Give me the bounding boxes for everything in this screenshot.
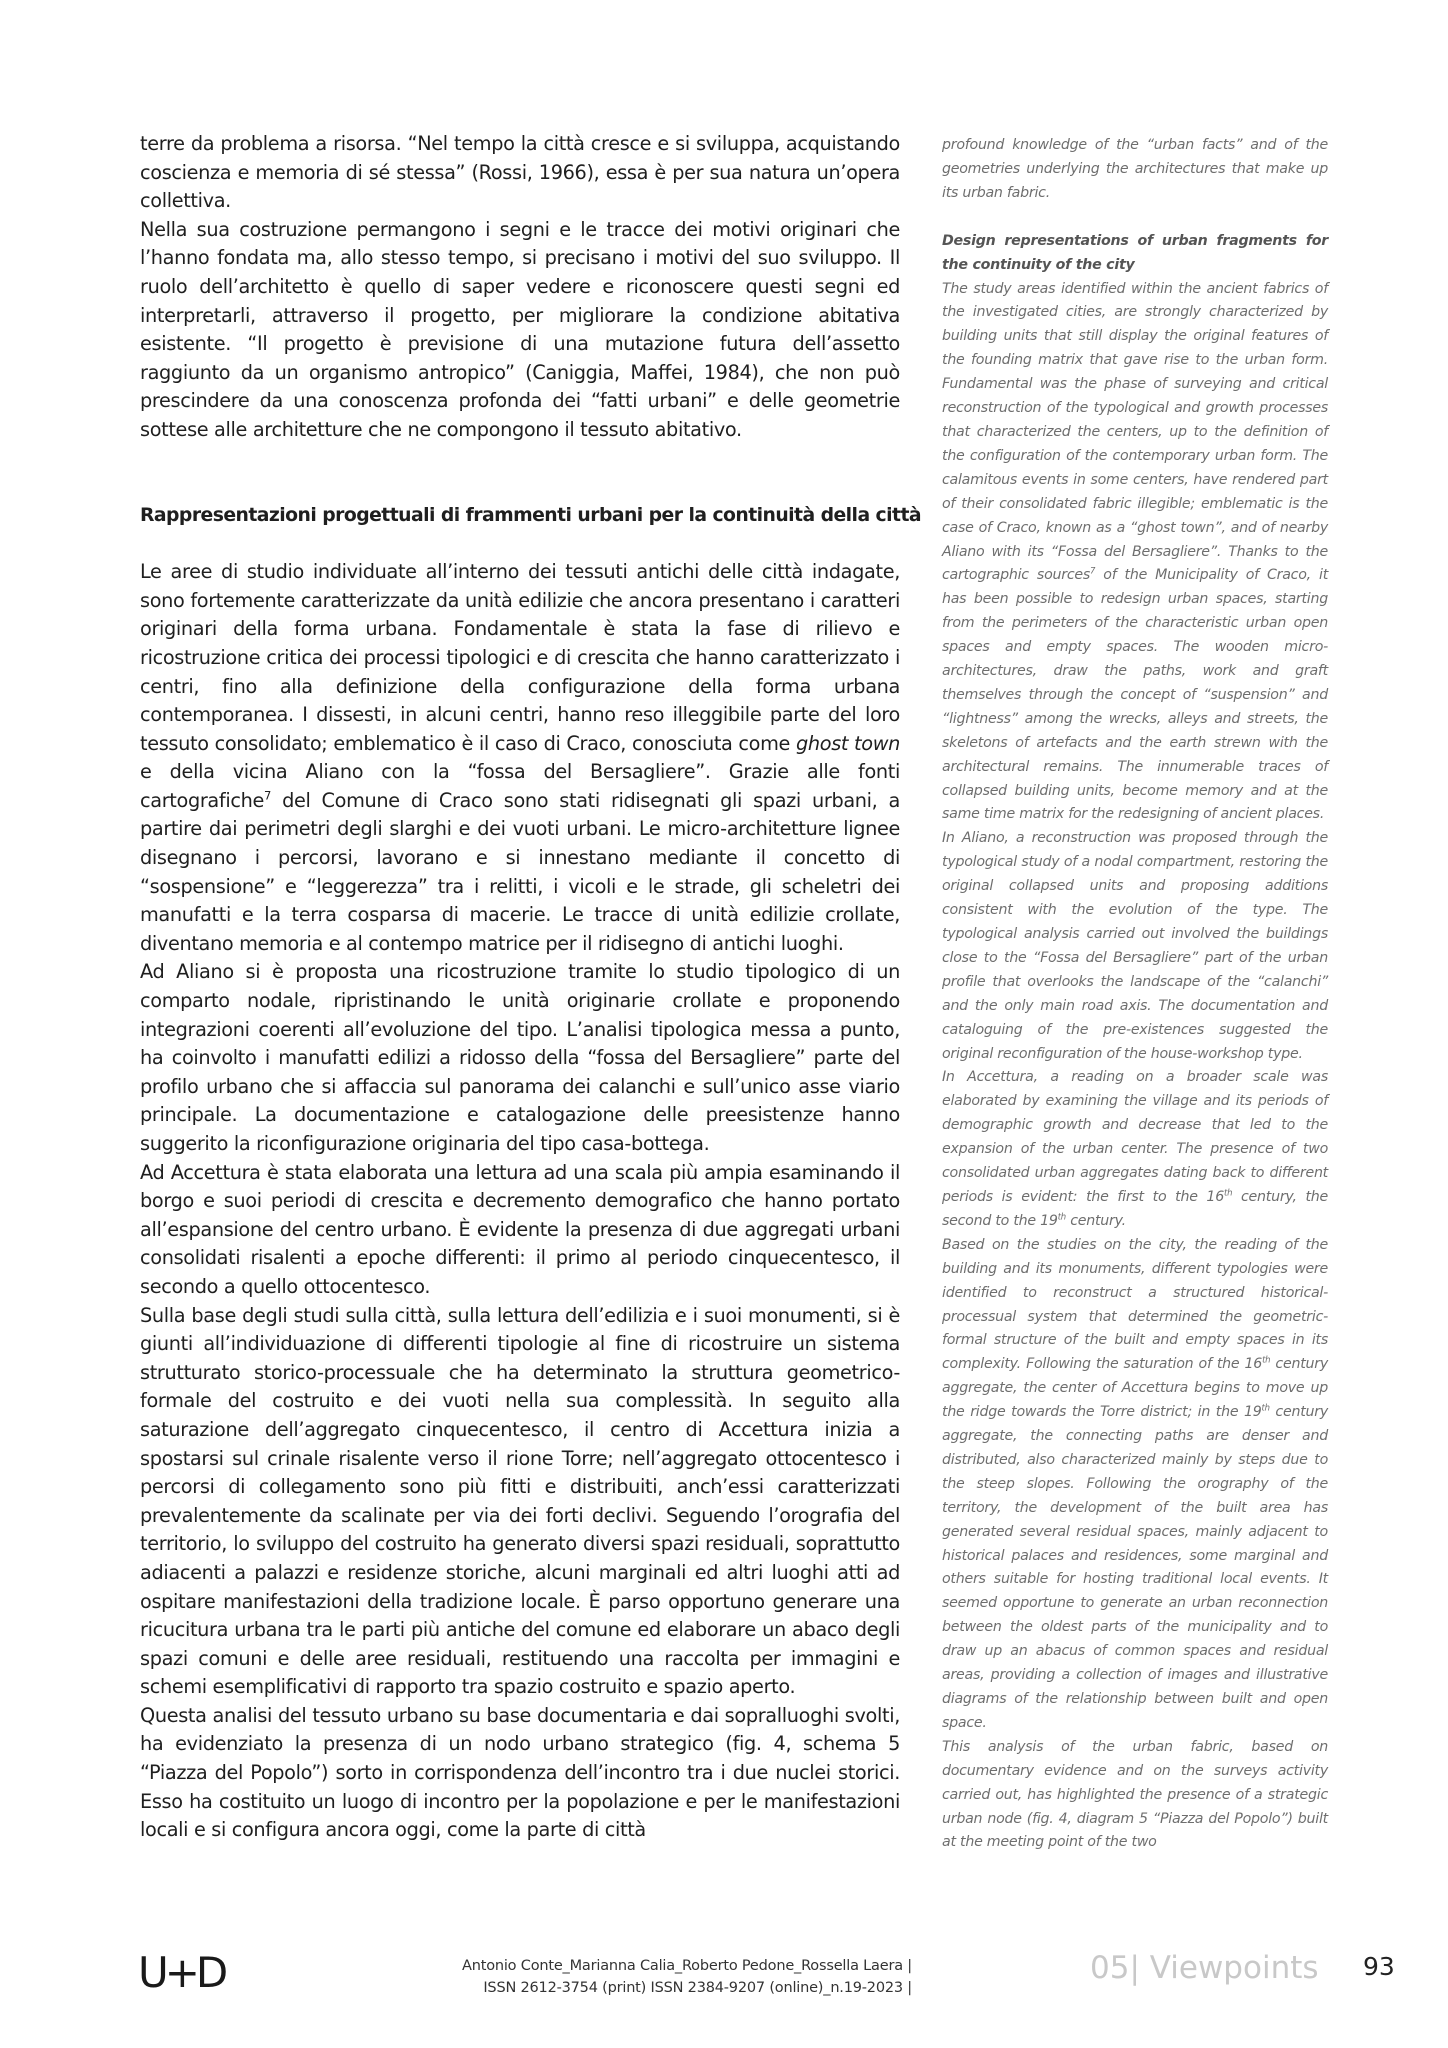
paragraph: This analysis of the urban fabric, based on documentary evidence and on the surveys activity carried out, has highlighted the presence of a strategic urban node (fig. 4, diagram 5 “Piazza del Popolo”) built at the meeting point of the two <box>942 1738 1328 1851</box>
footer-issn: ISSN 2612-3754 (print) ISSN 2384-9207 (online)_n.19-2023 | <box>483 1980 912 1996</box>
paragraph: Nella sua costruzione permangono i segni e le tracce dei motivi originari che l’hanno fondata ma, allo stesso tempo, si precisano i motivi del suo sviluppo. Il ruolo dell’architetto è quello di saper vedere e riconoscere questi segni ed interpretarli, attraverso il progetto, per migliorare la condizione abitativa esistente. “Il progetto è previsione di una mutazione futura dell’assetto raggiunto da un organismo antropico” (Caniggia, Maffei, 1984), che non può prescindere da una conoscenza profonda dei “fatti urbani” e delle geometrie sottese alle architetture che ne compongono il tessuto abitativo. <box>140 217 900 441</box>
paragraph: Based on the studies on the city, the reading of the building and its monuments, different typologies were identified to reconstruct a structured historical-processual system that determined the geometric-formal structure of the built and empty spaces in its complexity. Following the saturation of the 16th century aggregate, the center of Accettura begins to move up the ridge towards the Torre district; in the 19th century aggregate, the connecting paths are denser and distributed, also characterized mainly by steps due to the steep slopes. Following the orography of the territory, the development of the built area has generated several residual spaces, mainly adjacent to historical palaces and residences, some marginal and others suitable for hosting traditional local events. It seemed opportune to generate an urban reconnection between the oldest parts of the municipality and to draw up an abacus of common spaces and residual areas, providing a collection of images and illustrative diagrams of the relationship between built and open space. <box>942 1236 1328 1731</box>
paragraph: profound knowledge of the “urban facts” and of the geometries underlying the architectures that make up its urban fabric. <box>942 137 1328 201</box>
paragraph: In Aliano, a reconstruction was proposed through the typological study of a nodal compartment, restoring the original collapsed units and proposing additions consistent with the evolution of the type. The typological analysis carried out involved the buildings close to the “Fossa del Bersagliere” part of the urban profile that overlooks the landscape of the “calanchi” and the only main road axis. The documentation and cataloguing of the pre-existences suggested the original reconfiguration of the house-workshop type. <box>942 830 1328 1062</box>
main-column-italian <box>140 130 922 1845</box>
paragraph: The study areas identified within the ancient fabrics of the investigated cities, are strongly characterized by building units that still display the original features of the founding matrix that gave rise to the urban form. Fundamental was the phase of surveying and critical reconstruction of the typological and growth processes that characterized the centers, up to the definition of the configuration of the contemporary urban form. The calamitous events in some centers, have rendered part of their consolidated fabric illegible; emblematic is the case of Craco, known as a “ghost town”, and of nearby Aliano with its “Fossa del Bersagliere”. Thanks to the cartographic sources$^7$ of the Municipality of Craco, it has been possible to redesign urban spaces, starting from the perimeters of the characteristic urban open spaces and empty spaces. The wooden micro-architectures, draw the paths, work and graft themselves through the concept of “suspension” and “lightness” among the wrecks, alleys and streets, the skeletons of artefacts and the earth strewn with the architectural remains. The innumerable traces of collapsed building units, become memory and at the same time matrix for the redesigning of ancient places. <box>942 280 1329 823</box>
journal-logo: U+D <box>138 1948 225 1997</box>
paragraph: Le aree di studio individuate all’interno dei tessuti antichi delle città indagate, sono fortemente caratterizzate da unità edilizie che ancora presentano i caratteri originari della forma urbana. Fondamentale è stata la fase di rilievo e ricostruzione critica dei processi tipologici e di crescita che hanno caratterizzato i centri, fino alla definizione della configurazione della forma urbana contemporanea. I dissesti, in alcuni centri, hanno reso illeggibile parte del loro tessuto consolidato; emblematico è il caso di Craco, conosciuta come ghost town e della vicina Aliano con la “fossa del Bersagliere”. Grazie alle fonti cartografiche$^7$ del Comune di Craco sono stati ridisegnati gli spazi urbani, a partire dai perimetri degli slarghi e dei vuoti urbani. Le micro-architetture lignee disegnano i percorsi, lavorano e si innestano mediante il concetto di “sospensione” e “leggerezza” tra i relitti, i vicoli e le strade, gli scheletri dei manufatti e la terra cosparsa di macerie. Le tracce di unità edilizie crollate, diventano memoria e al contempo matrice per il ridisegno di antichi luoghi. <box>140 560 900 955</box>
footnote-ref: 7 <box>263 788 271 803</box>
paragraph: In Accettura, a reading on a broader scale was elaborated by examining the village and its periods of demographic growth and decrease that led to the expansion of the urban center. The presence of two consolidated urban aggregates dating back to different periods is evident: the first to the 16th century, the second to the 19th century. <box>942 1069 1329 1229</box>
page-number: 93 <box>1363 1952 1395 1981</box>
footer-section-label: 05| Viewpoints <box>1090 1950 1319 1986</box>
footnote-ref: 7 <box>1090 566 1096 577</box>
section-heading: Rappresentazioni progettuali di frammenti urbani per la continuità della città <box>140 504 922 526</box>
paragraph: Ad Accettura è stata elaborata una lettura ad una scala più ampia esaminando il borgo e suoi periodi di crescita e decremento demografico che hanno portato all’espansione del centro urbano. È evidente la presenza di due aggregati urbani consolidati risalenti a epoche differenti: il primo al periodo cinquecentesco, il secondo a quello ottocentesco. <box>140 1160 900 1298</box>
paragraph: Questa analisi del tessuto urbano su base documentaria e dai sopralluoghi svolti, ha evidenziato la presenza di un nodo urbano strategico (fig. 4, schema 5 “Piazza del Popolo”) sorto in corrispondenza dell’incontro tra i due nuclei storici. Esso ha costituito un luogo di incontro per la popolazione e per le manifestazioni locali e si configura ancora oggi, come la parte di città <box>140 1703 900 1842</box>
section-heading: Design representations of urban fragments for the continuity of the city <box>942 232 1328 273</box>
paragraph: Ad Aliano si è proposta una ricostruzione tramite lo studio tipologico di un comparto nodale, ripristinando le unità originarie crollate e proponendo integrazioni coerenti all’evoluzione del tipo. L’analisi tipologica messa a punto, ha coinvolto i manufatti edilizi a ridosso della “fossa del Bersagliere” parte del profilo urbano che si affaccia sul panorama dei calanchi e sull’unico asse viario principale. La documentazione e catalogazione delle preesistenze hanno suggerito la riconfigurazione originaria del tipo casa-bottega. <box>140 960 900 1155</box>
paragraph: terre da problema a risorsa. “Nel tempo la città cresce e si sviluppa, acquistando coscienza e memoria di sé stessa” (Rossi, 1966), essa è per sua natura un’opera collettiva. <box>140 132 900 213</box>
side-column-english <box>942 134 1328 1855</box>
italic-term: ghost town <box>796 731 900 755</box>
footer-authors: Antonio Conte_Marianna Calia_Roberto Pedone_Rossella Laera | <box>462 1958 912 1974</box>
footer-credits <box>300 1955 912 1999</box>
paragraph: Sulla base degli studi sulla città, sulla lettura dell’edilizia e i suoi monumenti, si è giunti all’individuazione di differenti tipologie al fine di ricostruire un sistema strutturato storico-processuale che ha determinato la struttura geometrico-formale del costruito e dei vuoti nella sua complessità. In seguito alla saturazione dell’aggregato cinquecentesco, il centro di Accettura inizia a spostarsi sul crinale risalente verso il rione Torre; nell’aggregato ottocentesco i percorsi di collegamento sono più fitti e distribuiti, anch’essi caratterizzati prevalentemente da scalinate per via dei forti declivi. Seguendo l’orografia del territorio, lo sviluppo del costruito ha generato diversi spazi residuali, soprattutto adiacenti a palazzi e residenze storiche, alcuni marginali ed altri luoghi atti ad ospitare manifestazioni della tradizione locale. È parso opportuno generare una ricucitura urbana tra le parti più antiche del comune ed elaborare un abaco degli spazi comuni e delle aree residuali, restituendo una raccolta per immagini e schemi esemplificativi di rapporto tra spazio costruito e spazio aperto. <box>140 1303 900 1699</box>
